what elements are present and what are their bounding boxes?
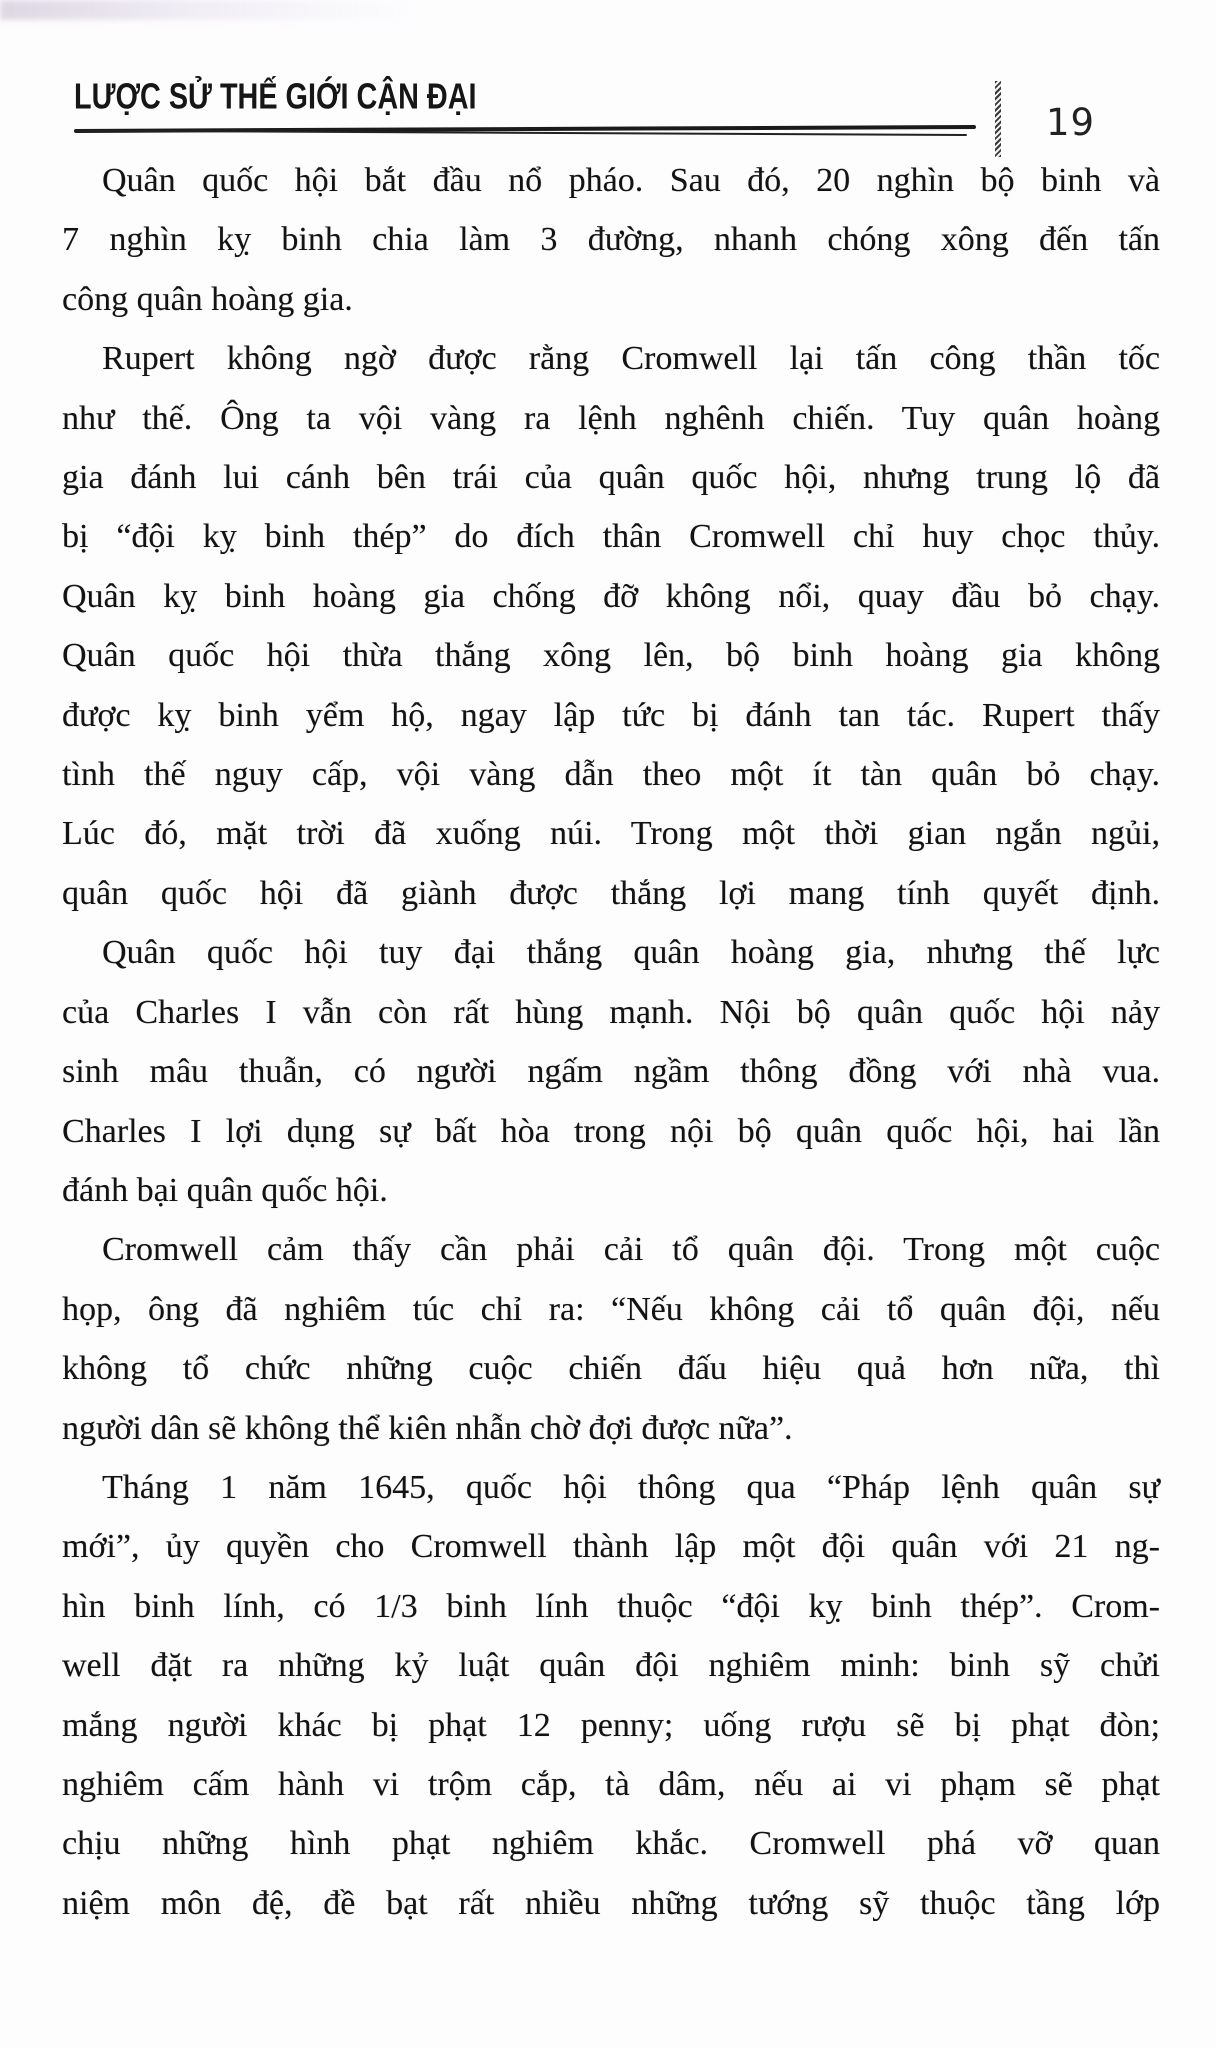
text-line: Quân quốc hội thừa thắng xông lên, bộ binh hoàng gia không [62, 637, 1160, 675]
text-line: bị “đội kỵ binh thép” do đích thân Cromwell chỉ huy chọc thủy. [62, 518, 1160, 556]
text-line: mới”, ủy quyền cho Cromwell thành lập một đội quân với 21 ng- [62, 1528, 1160, 1566]
text-line: Quân kỵ binh hoàng gia chống đỡ không nổi, quay đầu bỏ chạy. [62, 577, 1160, 615]
scan-artifact-smudge [0, 0, 430, 20]
text-line: Charles I lợi dụng sự bất hòa trong nội bộ quân quốc hội, hai lần [62, 1112, 1160, 1150]
text-line: đánh bại quân quốc hội. [62, 1171, 388, 1209]
text-line: Tháng 1 năm 1645, quốc hội thông qua “Pháp lệnh quân sự [102, 1468, 1160, 1506]
text-line: gia đánh lui cánh bên trái của quân quốc hội, nhưng trung lộ đã [62, 459, 1160, 497]
text-line: công quân hoàng gia. [62, 280, 353, 318]
header-rule [74, 127, 976, 136]
text-line: sinh mâu thuẫn, có người ngấm ngầm thông đồng với nhà vua. [62, 1053, 1160, 1091]
text-line: Rupert không ngờ được rằng Cromwell lại tấn công thần tốc [102, 340, 1160, 378]
text-line: mắng người khác bị phạt 12 penny; uống rượu sẽ bị phạt đòn; [62, 1706, 1160, 1744]
text-line: chịu những hình phạt nghiêm khắc. Cromwell phá vỡ quan [62, 1825, 1160, 1863]
text-line: như thế. Ông ta vội vàng ra lệnh nghênh chiến. Tuy quân hoàng [62, 399, 1160, 437]
text-line: người dân sẽ không thể kiên nhẫn chờ đợi được nữa”. [62, 1409, 793, 1447]
text-line: Lúc đó, mặt trời đã xuống núi. Trong một thời gian ngắn ngủi, [62, 815, 1160, 853]
text-line: hìn binh lính, có 1/3 binh lính thuộc “đội kỵ binh thép”. Crom- [62, 1587, 1160, 1625]
header-separator-bar [995, 81, 1001, 157]
text-line: Cromwell cảm thấy cần phải cải tổ quân đội. Trong một cuộc [102, 1231, 1160, 1269]
body-text [62, 151, 1160, 1933]
text-line: tình thế nguy cấp, vội vàng dẫn theo một ít tàn quân bỏ chạy. [62, 756, 1160, 794]
page-number: 19 [1046, 101, 1096, 144]
text-line: 7 nghìn kỵ binh chia làm 3 đường, nhanh chóng xông đến tấn [62, 221, 1160, 259]
text-line: của Charles I vẫn còn rất hùng mạnh. Nội bộ quân quốc hội nảy [62, 993, 1160, 1031]
text-line: được kỵ binh yểm hộ, ngay lập tức bị đánh tan tác. Rupert thấy [62, 696, 1160, 734]
text-line: well đặt ra những kỷ luật quân đội nghiêm minh: binh sỹ chửi [62, 1647, 1160, 1685]
running-head-title: LƯỢC SỬ THẾ GIỚI CẬN ĐẠI [74, 76, 477, 117]
text-line: họp, ông đã nghiêm túc chỉ ra: “Nếu không cải tổ quân đội, nếu [62, 1290, 1160, 1328]
text-line: quân quốc hội đã giành được thắng lợi mang tính quyết định. [62, 874, 1160, 912]
text-line: niệm môn đệ, đề bạt rất nhiều những tướng sỹ thuộc tầng lớp [62, 1884, 1160, 1922]
text-line: Quân quốc hội bắt đầu nổ pháo. Sau đó, 20 nghìn bộ binh và [102, 162, 1160, 199]
text-line: nghiêm cấm hành vi trộm cắp, tà dâm, nếu ai vi phạm sẽ phạt [62, 1765, 1160, 1803]
text-line: không tổ chức những cuộc chiến đấu hiệu quả hơn nữa, thì [62, 1350, 1160, 1388]
text-line: Quân quốc hội tuy đại thắng quân hoàng gia, nhưng thế lực [102, 934, 1160, 972]
